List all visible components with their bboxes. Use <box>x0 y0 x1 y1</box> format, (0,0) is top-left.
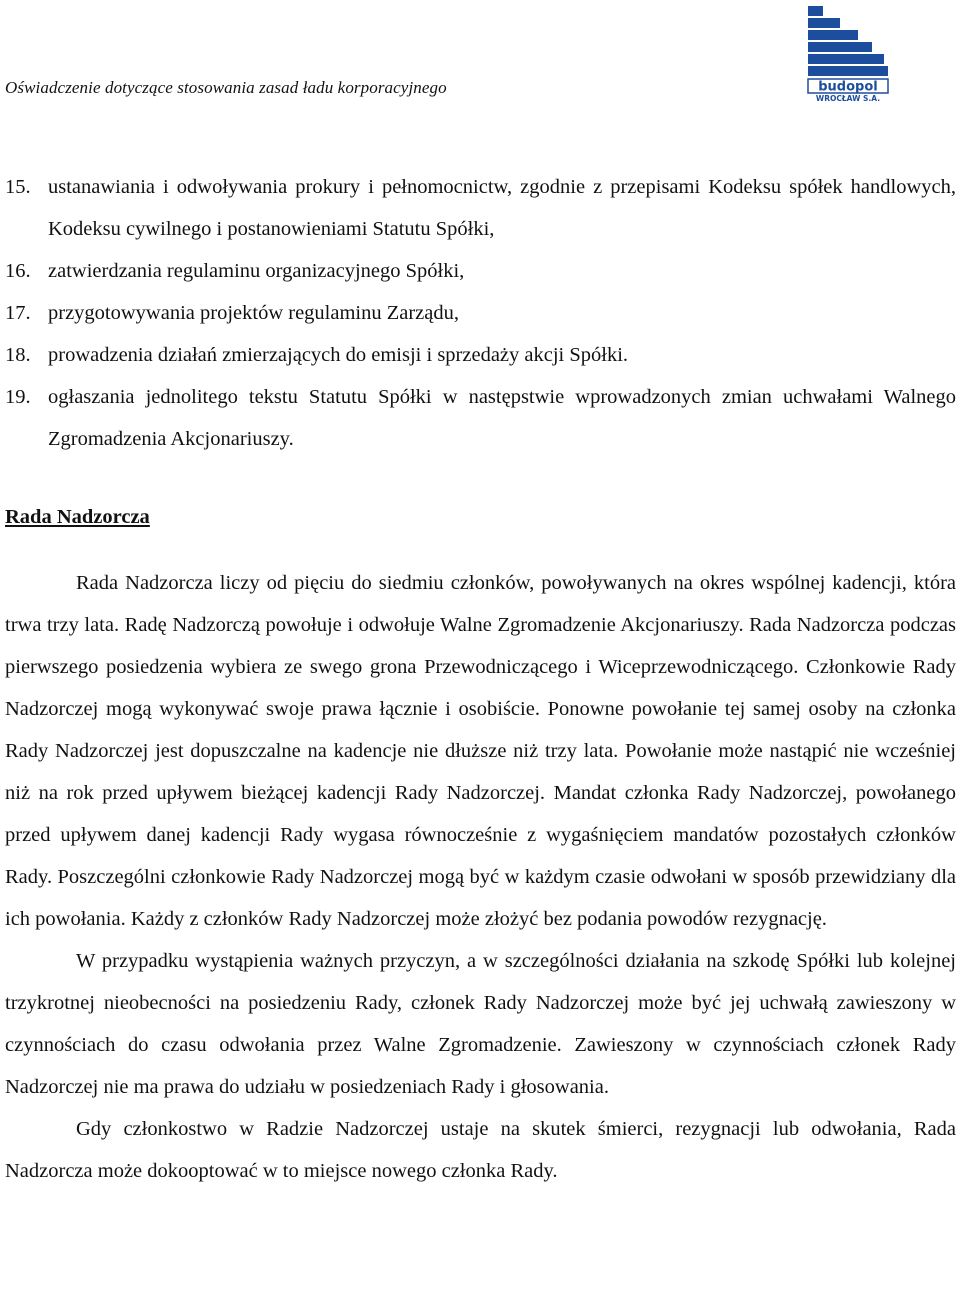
numbered-list <box>5 166 956 460</box>
section-heading: Rada Nadzorcza <box>5 506 150 528</box>
list-item-text: prowadzenia działań zmierzających do emisji i sprzedaży akcji Spółki. <box>48 344 629 366</box>
list-item-number: 16. <box>5 260 31 282</box>
list-item-number: 19. <box>5 386 31 408</box>
paragraph: Gdy członkostwo w Radzie Nadzorczej ustaje na skutek śmierci, rezygnacji lub odwołania, Rada Nadzorcza może dokooptować w to miejsce nowego członka Rady. <box>5 1118 956 1182</box>
paragraph: Rada Nadzorcza liczy od pięciu do siedmiu członków, powoływanych na okres wspólnej kadencji, która trwa trzy lata. Radę Nadzorczą powołuje i odwołuje Walne Zgromadzenie Akcjonariuszy. Rada Nadzorcza podczas pierwszego posiedzenia wybiera ze swego grona Przewodniczącego i Wiceprzewodniczącego. Członkowie Rady Nadzorczej mogą wykonywać swoje prawa łącznie i osobiście. Ponowne powołanie tej samej osoby na członka Rady Nadzorczej jest dopuszczalne na kadencje nie dłuższe niż trzy lata. Powołanie może nastąpić nie wcześniej niż na rok przed upływem bieżącej kadencji Rady Nadzorczej. Mandat członka Rady Nadzorczej, powołanego przed upływem danej kadencji Rady wygasa równocześnie z wygaśnięciem mandatów pozostałych członków Rady. Poszczególni członkowie Rady Nadzorczej mogą być w każdym czasie odwołani w sposób przewidziany dla ich powołania. Każdy z członków Rady Nadzorczej może złożyć bez podania powodów rezygnację. <box>5 572 956 930</box>
list-item-text: ogłaszania jednolitego tekstu Statutu Spółki w następstwie wprowadzonych zmian uchwałami Walnego Zgromadzenia Akcjonariuszy. <box>48 386 956 450</box>
list-item-text: ustanawiania i odwoływania prokury i pełnomocnictw, zgodnie z przepisami Kodeksu spółek handlowych, Kodeksu cywilnego i postanowieniami Statutu Spółki, <box>48 176 956 240</box>
list-item <box>5 250 956 292</box>
svg-text:WROCŁAW S.A.: WROCŁAW S.A. <box>815 94 881 102</box>
list-item <box>5 334 956 376</box>
list-item <box>5 166 956 250</box>
list-item-text: zatwierdzania regulaminu organizacyjnego Spółki, <box>48 260 465 282</box>
document-body <box>5 166 956 1192</box>
document-header: Oświadczenie dotyczące stosowania zasad ładu korporacyjnego <box>5 78 447 97</box>
budopol-logo-icon <box>806 6 890 102</box>
paragraph: W przypadku wystąpienia ważnych przyczyn, a w szczególności działania na szkodę Spółki lub kolejnej trzykrotnej nieobecności na posiedzeniu Rady, członek Rady Nadzorczej może być jej uchwałą zawieszony w czynnościach do czasu odwołania przez Walne Zgromadzenie. Zawieszony w czynnościach członek Rady Nadzorczej nie ma prawa do udziału w posiedzeniach Rady i głosowania. <box>5 950 956 1098</box>
svg-text:budopol: budopol <box>818 79 878 95</box>
list-item <box>5 292 956 334</box>
list-item-number: 17. <box>5 302 31 324</box>
list-item-number: 18. <box>5 344 31 366</box>
list-item <box>5 376 956 460</box>
list-item-text: przygotowywania projektów regulaminu Zarządu, <box>48 302 460 324</box>
company-logo <box>806 6 890 102</box>
list-item-number: 15. <box>5 176 31 198</box>
